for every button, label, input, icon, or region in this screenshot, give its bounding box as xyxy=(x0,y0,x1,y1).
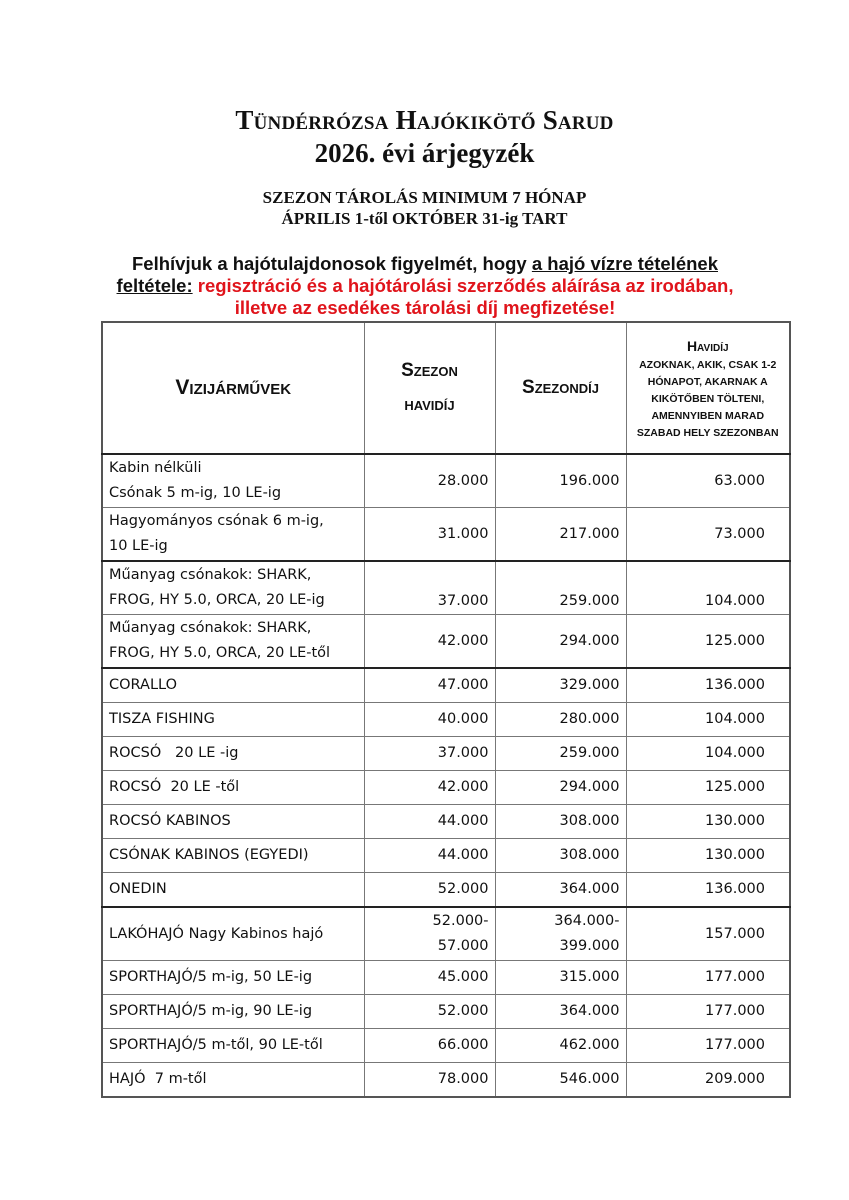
vehicle-name: SPORTHAJÓ/5 m-ig, 50 LE-ig xyxy=(102,961,364,995)
vehicle-name: LAKÓHAJÓ Nagy Kabinos hajó xyxy=(102,907,364,961)
table-row xyxy=(102,805,790,839)
vehicle-name: HAJÓ 7 m-től xyxy=(102,1063,364,1098)
header-season-monthly-line1: Szezon xyxy=(401,360,458,381)
season-fee-value: 217.000 xyxy=(495,508,626,562)
table-row xyxy=(102,995,790,1029)
table-header-row xyxy=(102,322,790,454)
short-monthly-value: 104.000 xyxy=(626,703,790,737)
season-monthly-value: 40.000 xyxy=(364,703,495,737)
vehicle-name: TISZA FISHING xyxy=(102,703,364,737)
season-monthly-value: 28.000 xyxy=(364,454,495,508)
short-monthly-value: 209.000 xyxy=(626,1063,790,1098)
document-title: Tündérrózsa Hajókikötő Sarud xyxy=(235,105,614,135)
vehicle-name: CSÓNAK KABINOS (EGYEDI) xyxy=(102,839,364,873)
short-monthly-value: 125.000 xyxy=(626,615,790,669)
season-fee-value: 364.000 xyxy=(495,873,626,908)
vehicle-name: ONEDIN xyxy=(102,873,364,908)
season-monthly-value: 52.000- 57.000 xyxy=(364,907,495,961)
season-fee-value: 308.000 xyxy=(495,805,626,839)
season-monthly-value: 37.000 xyxy=(364,737,495,771)
season-fee-value: 546.000 xyxy=(495,1063,626,1098)
season-fee-value: 294.000 xyxy=(495,771,626,805)
table-row xyxy=(102,839,790,873)
notice-condition: a hajó vízre tételének feltétele: xyxy=(116,253,718,296)
vehicle-name: Hagyományos csónak 6 m-ig, 10 LE-ig xyxy=(102,508,364,562)
table-row xyxy=(102,508,790,562)
header-vehicles: Vizijárművek xyxy=(102,322,364,454)
season-fee-value: 462.000 xyxy=(495,1029,626,1063)
vehicle-name: Kabin nélküli Csónak 5 m-ig, 10 LE-ig xyxy=(102,454,364,508)
season-monthly-value: 52.000 xyxy=(364,995,495,1029)
season-fee-value: 315.000 xyxy=(495,961,626,995)
short-monthly-value: 73.000 xyxy=(626,508,790,562)
season-monthly-value: 47.000 xyxy=(364,668,495,703)
table-row xyxy=(102,615,790,669)
season-monthly-value: 42.000 xyxy=(364,615,495,669)
season-monthly-value: 45.000 xyxy=(364,961,495,995)
short-monthly-value: 104.000 xyxy=(626,737,790,771)
season-fee-value: 294.000 xyxy=(495,615,626,669)
season-fee-value: 259.000 xyxy=(495,737,626,771)
season-minimum-note: SZEZON TÁROLÁS MINIMUM 7 HÓNAP xyxy=(262,188,587,207)
short-monthly-value: 104.000 xyxy=(626,561,790,615)
owner-notice xyxy=(100,253,750,319)
season-monthly-value: 42.000 xyxy=(364,771,495,805)
season-fee-value: 364.000 xyxy=(495,995,626,1029)
notice-intro: Felhívjuk a hajótulajdonosok figyelmét, hogy xyxy=(132,253,532,274)
season-fee-value: 196.000 xyxy=(495,454,626,508)
vehicle-name: SPORTHAJÓ/5 m-ig, 90 LE-ig xyxy=(102,995,364,1029)
season-monthly-value: 66.000 xyxy=(364,1029,495,1063)
season-fee-value: 259.000 xyxy=(495,561,626,615)
table-row xyxy=(102,703,790,737)
table-row xyxy=(102,668,790,703)
table-row xyxy=(102,873,790,908)
season-fee-value: 280.000 xyxy=(495,703,626,737)
short-monthly-value: 177.000 xyxy=(626,995,790,1029)
header-short-monthly xyxy=(626,322,790,454)
season-monthly-value: 31.000 xyxy=(364,508,495,562)
table-row xyxy=(102,737,790,771)
short-monthly-value: 136.000 xyxy=(626,873,790,908)
table-row xyxy=(102,907,790,961)
header-short-monthly-desc: AZOKNAK, AKIK, CSAK 1-2 HÓNAPOT, AKARNAK A KIKÖTŐBEN TÖLTENI, AMENNYIBEN MARAD SZABAD HELY SZEZONBAN xyxy=(636,358,779,439)
short-monthly-value: 130.000 xyxy=(626,805,790,839)
season-monthly-value: 52.000 xyxy=(364,873,495,908)
vehicle-name: SPORTHAJÓ/5 m-től, 90 LE-től xyxy=(102,1029,364,1063)
vehicle-name: ROCSÓ 20 LE -től xyxy=(102,771,364,805)
table-row xyxy=(102,1063,790,1098)
document-subtitle-year: 2026. évi árjegyzék xyxy=(314,138,535,168)
table-row xyxy=(102,961,790,995)
vehicle-name: ROCSÓ KABINOS xyxy=(102,805,364,839)
price-table xyxy=(101,321,791,1098)
season-monthly-value: 78.000 xyxy=(364,1063,495,1098)
header-season-monthly-line2: havidíj xyxy=(404,394,455,415)
season-monthly-value: 37.000 xyxy=(364,561,495,615)
header-season-monthly xyxy=(364,322,495,454)
vehicle-name: CORALLO xyxy=(102,668,364,703)
short-monthly-value: 63.000 xyxy=(626,454,790,508)
short-monthly-value: 130.000 xyxy=(626,839,790,873)
season-period-note: ÁPRILIS 1-től OKTÓBER 31-ig TART xyxy=(281,209,568,228)
season-fee-value: 308.000 xyxy=(495,839,626,873)
vehicle-name: ROCSÓ 20 LE -ig xyxy=(102,737,364,771)
season-fee-value: 329.000 xyxy=(495,668,626,703)
season-monthly-value: 44.000 xyxy=(364,805,495,839)
short-monthly-value: 177.000 xyxy=(626,961,790,995)
table-row xyxy=(102,454,790,508)
short-monthly-value: 136.000 xyxy=(626,668,790,703)
vehicle-name: Műanyag csónakok: SHARK, FROG, HY 5.0, ORCA, 20 LE-ig xyxy=(102,561,364,615)
table-row xyxy=(102,1029,790,1063)
short-monthly-value: 177.000 xyxy=(626,1029,790,1063)
vehicle-name: Műanyag csónakok: SHARK, FROG, HY 5.0, ORCA, 20 LE-től xyxy=(102,615,364,669)
short-monthly-value: 157.000 xyxy=(626,907,790,961)
header-short-monthly-title: Havidíj xyxy=(686,337,729,354)
notice-requirements: regisztráció és a hajótárolási szerződés aláírása az irodában, illetve az esedékes tárolási díj megfizetése! xyxy=(192,275,734,318)
header-season-fee: Szezondíj xyxy=(495,322,626,454)
short-monthly-value: 125.000 xyxy=(626,771,790,805)
table-row xyxy=(102,561,790,615)
table-row xyxy=(102,771,790,805)
season-monthly-value: 44.000 xyxy=(364,839,495,873)
season-fee-value: 364.000- 399.000 xyxy=(495,907,626,961)
